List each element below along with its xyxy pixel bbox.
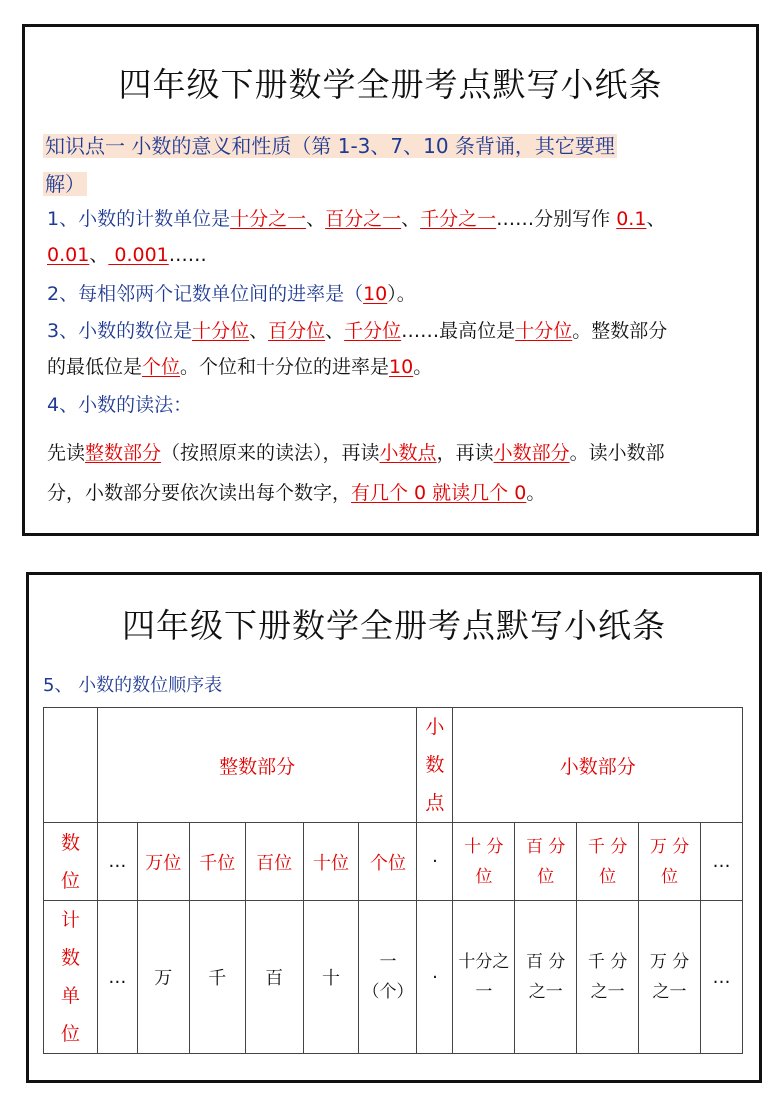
item-3-line-1 [47,317,667,345]
table-cell: … [97,901,137,1054]
separator: 、 [325,320,345,342]
knowledge-point-line-2: 解） [45,172,85,196]
table-cell: … [97,823,137,901]
item-3-prefix: 3、小数的数位是 [47,320,193,342]
table-cell: 十 分 位 [453,823,515,901]
card-title: 四年级下册数学全册考点默写小纸条 [122,606,666,645]
answer-blank: 0.01 [47,244,90,266]
table-cell: 百 分 之一 [515,901,577,1054]
text: 先读 [47,442,86,464]
item-2 [47,280,416,308]
separator: 、 [89,244,109,266]
table-cell: 个位 [359,823,417,901]
text: ……分别写作 [496,208,617,230]
answer-blank: 十分位 [515,320,573,342]
row-label-unit [44,901,98,1054]
separator: 、 [249,320,269,342]
answer-blank: 10 [363,283,388,305]
answer-blank: 十分之一 [230,208,307,230]
char: 单 [60,985,80,1007]
table-cell: · [417,901,453,1054]
answer-blank: 10 [389,356,414,378]
item-4-label: 4、小数的读法： [47,394,193,416]
item-1-line-2 [47,241,207,269]
empty-cell [44,708,98,823]
answer-blank: 0.001 [108,244,169,266]
answer-blank: 百分之一 [325,208,402,230]
table-cell: 千 分 位 [577,823,639,901]
text: ，再读 [436,442,494,464]
separator: 、 [646,208,666,230]
reading-line-1 [47,439,665,467]
table-cell: 万位 [137,823,189,901]
char: 位 [60,1023,80,1045]
char: 计 [60,909,80,931]
answer-blank: 整数部分 [85,442,162,464]
text: 分，小数部分要依次读出每个数字， [47,482,352,504]
card-title: 四年级下册数学全册考点默写小纸条 [118,65,663,104]
table-cell: 千位 [189,823,245,901]
table-cell: … [700,823,742,901]
table-cell: 十位 [303,823,359,901]
answer-blank: 千分之一 [420,208,497,230]
text: 的最低位是 [47,356,143,378]
char: 数 [425,754,445,776]
table-row-units [44,901,743,1054]
integer-part-header: 整数部分 [97,708,417,823]
note-card-1 [22,24,759,536]
note-card-2 [26,572,762,1083]
table-cell: 万 分 之一 [639,901,701,1054]
table-cell: 百位 [245,823,303,901]
answer-blank: 有几个 0 就读几个 0 [351,482,527,504]
text: 。 [413,356,433,378]
separator: 、 [401,208,421,230]
text: ……最高位是 [401,320,516,342]
answer-blank: 0.1 [616,208,647,230]
table-cell: 十分之一 [453,901,515,1054]
text: …… [168,244,207,266]
decimal-place-value-table [43,707,743,1054]
text: 。个位和十分位的进率是 [180,356,390,378]
reading-line-2 [47,479,545,507]
text: 。整数部分 [572,320,668,342]
item-1-line-1 [47,205,665,233]
item-1-prefix: 1、小数的计数单位是 [47,208,231,230]
table-cell: 万 [137,901,189,1054]
item-2-prefix: 2、每相邻两个记数单位间的进率是（ [47,283,364,305]
decimal-part-header: 小数部分 [453,708,743,823]
char: 点 [425,792,445,814]
table-cell: … [700,901,742,1054]
char: 位 [60,869,80,892]
answer-blank: 个位 [142,356,181,378]
section-heading: 5、 小数的数位顺序表 [43,675,223,696]
knowledge-point-heading [43,127,743,203]
answer-blank: 千分位 [344,320,402,342]
text: （按照原来的读法），再读 [161,442,380,464]
char: 小 [425,716,445,738]
table-cell: 万 分 位 [639,823,701,901]
item-3-line-2 [47,353,432,381]
answer-blank: 百分位 [268,320,326,342]
answer-blank: 小数部分 [493,442,570,464]
row-label-place [44,823,98,901]
decimal-point-header [417,708,453,823]
table-cell: 千 [189,901,245,1054]
table-cell: · [417,823,453,901]
knowledge-point-line-1: 知识点一 小数的意义和性质（第 1-3、7、10 条背诵，其它要理 [45,134,615,158]
separator: 、 [306,208,326,230]
text: 。 [526,482,546,504]
answer-blank: 十分位 [192,320,250,342]
table-cell: 千 分 之一 [577,901,639,1054]
text: 。读小数部 [569,442,665,464]
table-header-row [44,708,743,823]
table-row-places [44,823,743,901]
text: ）。 [387,283,416,305]
char: 数 [60,831,80,854]
table-cell: 一（个） [359,901,417,1054]
table-cell: 百 [245,901,303,1054]
table-cell: 十 [303,901,359,1054]
answer-blank: 小数点 [379,442,437,464]
table-cell: 百 分 位 [515,823,577,901]
char: 数 [60,947,80,969]
